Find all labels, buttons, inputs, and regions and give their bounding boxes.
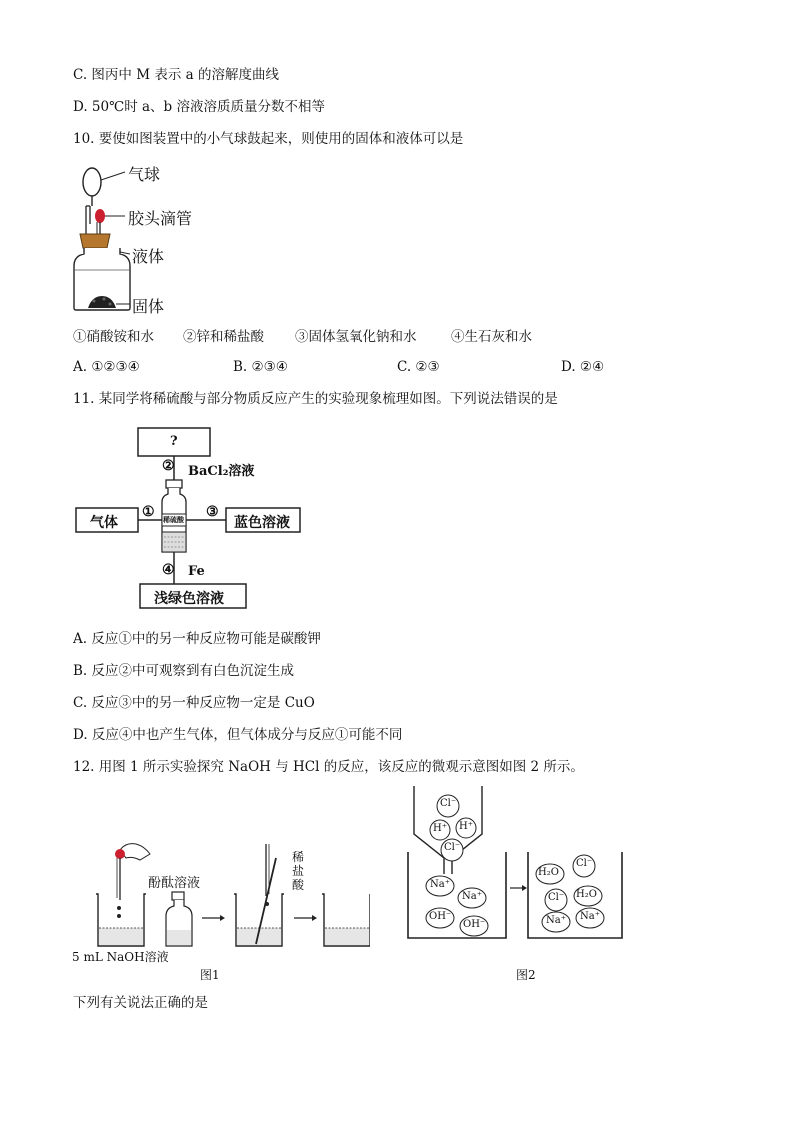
ion-cl-3: Cl⁻ xyxy=(576,858,593,869)
indicator-label: 酚酞溶液 xyxy=(148,876,201,891)
molecule-h2o-1: H₂O xyxy=(538,867,559,878)
q11-num-2: ② xyxy=(162,458,175,474)
acid-label-2: 盐 xyxy=(292,864,305,878)
figure-1-caption: 图1 xyxy=(200,968,220,982)
q10-stem: 10. 要使如图装置中的小气球鼓起来，则使用的固体和液体可以是 xyxy=(73,131,464,147)
q12-closing: 下列有关说法正确的是 xyxy=(73,995,208,1011)
q11-option-c: C. 反应③中的另一种反应物一定是 CuO xyxy=(73,695,315,711)
q9-option-d: D. 50℃时 a、b 溶液溶质质量分数不相等 xyxy=(73,99,325,115)
q11-stem: 11. 某同学将稀硫酸与部分物质反应产生的实验现象梳理如图。下列说法错误的是 xyxy=(73,391,558,407)
q11-right-box-label: 蓝色溶液 xyxy=(234,515,290,531)
q11-top-box-label: ? xyxy=(170,434,178,449)
q11-bottom-box-label: 浅绿色溶液 xyxy=(154,591,224,607)
molecule-h2o-2: H₂O xyxy=(576,889,597,900)
q10-apparatus-figure xyxy=(70,158,210,318)
acid-label-3: 酸 xyxy=(292,878,305,892)
q10-option-c: C. ②③ xyxy=(397,359,440,375)
q11-left-box-label: 气体 xyxy=(90,515,118,531)
ion-na-2: Na⁺ xyxy=(462,891,482,902)
q11-num-4: ④ xyxy=(162,562,175,578)
q11-option-b: B. 反应②中可观察到有白色沉淀生成 xyxy=(73,663,295,679)
dropper-label: 胶头滴管 xyxy=(128,209,193,228)
naoh-label: 5 mL NaOH溶液 xyxy=(72,950,169,964)
ion-na-1: Na⁺ xyxy=(430,879,450,890)
ion-cl-2: Cl⁻ xyxy=(444,842,461,853)
q10-items xyxy=(73,328,713,346)
q11-reagent-4: Fe xyxy=(188,564,205,579)
ion-oh-2: OH⁻ xyxy=(463,919,486,930)
balloon-label: 气球 xyxy=(128,165,161,184)
q11-option-a: A. 反应①中的另一种反应物可能是碳酸钾 xyxy=(73,631,321,647)
liquid-label: 液体 xyxy=(132,247,165,266)
q10-item-2: ②锌和稀盐酸 xyxy=(183,329,264,345)
q11-bottle-label: 稀硫酸 xyxy=(163,515,184,524)
ion-oh-1: OH⁻ xyxy=(429,911,452,922)
q12-figure-1 xyxy=(70,836,370,984)
q10-options xyxy=(73,358,713,376)
q12-stem: 12. 用图 1 所示实验探究 NaOH 与 HCl 的反应，该反应的微观示意图如图 2 所示。 xyxy=(73,759,584,775)
q10-item-1: ①硝酸铵和水 xyxy=(73,329,154,345)
figure-2-caption: 图2 xyxy=(516,968,536,982)
q10-item-4: ④生石灰和水 xyxy=(451,329,532,345)
q11-reaction-figure xyxy=(70,422,310,612)
q10-option-d: D. ②④ xyxy=(561,359,605,375)
ion-na-4: Na⁺ xyxy=(580,911,600,922)
q10-option-b: B. ②③④ xyxy=(233,359,288,375)
q11-num-3: ③ xyxy=(206,504,219,520)
q10-item-3: ③固体氢氧化钠和水 xyxy=(295,329,417,345)
q11-reagent-2: BaCl₂溶液 xyxy=(188,464,255,479)
ion-cl-1: Cl⁻ xyxy=(440,798,457,809)
q11-option-d: D. 反应④中也产生气体，但气体成分与反应①可能不同 xyxy=(73,727,403,743)
ion-h-1: H⁺ xyxy=(433,823,447,834)
ion-na-3: Na⁺ xyxy=(546,915,566,926)
q9-option-c: C. 图丙中 M 表示 a 的溶解度曲线 xyxy=(73,67,279,83)
solid-label: 固体 xyxy=(132,297,165,316)
q10-option-a: A. ①②③④ xyxy=(73,359,140,375)
ion-h-2: H⁺ xyxy=(459,821,473,832)
acid-label-1: 稀 xyxy=(292,850,305,864)
q12-figure-2 xyxy=(404,786,634,986)
q11-num-1: ① xyxy=(142,504,155,520)
ion-cl-4: Cl⁻ xyxy=(548,892,565,903)
